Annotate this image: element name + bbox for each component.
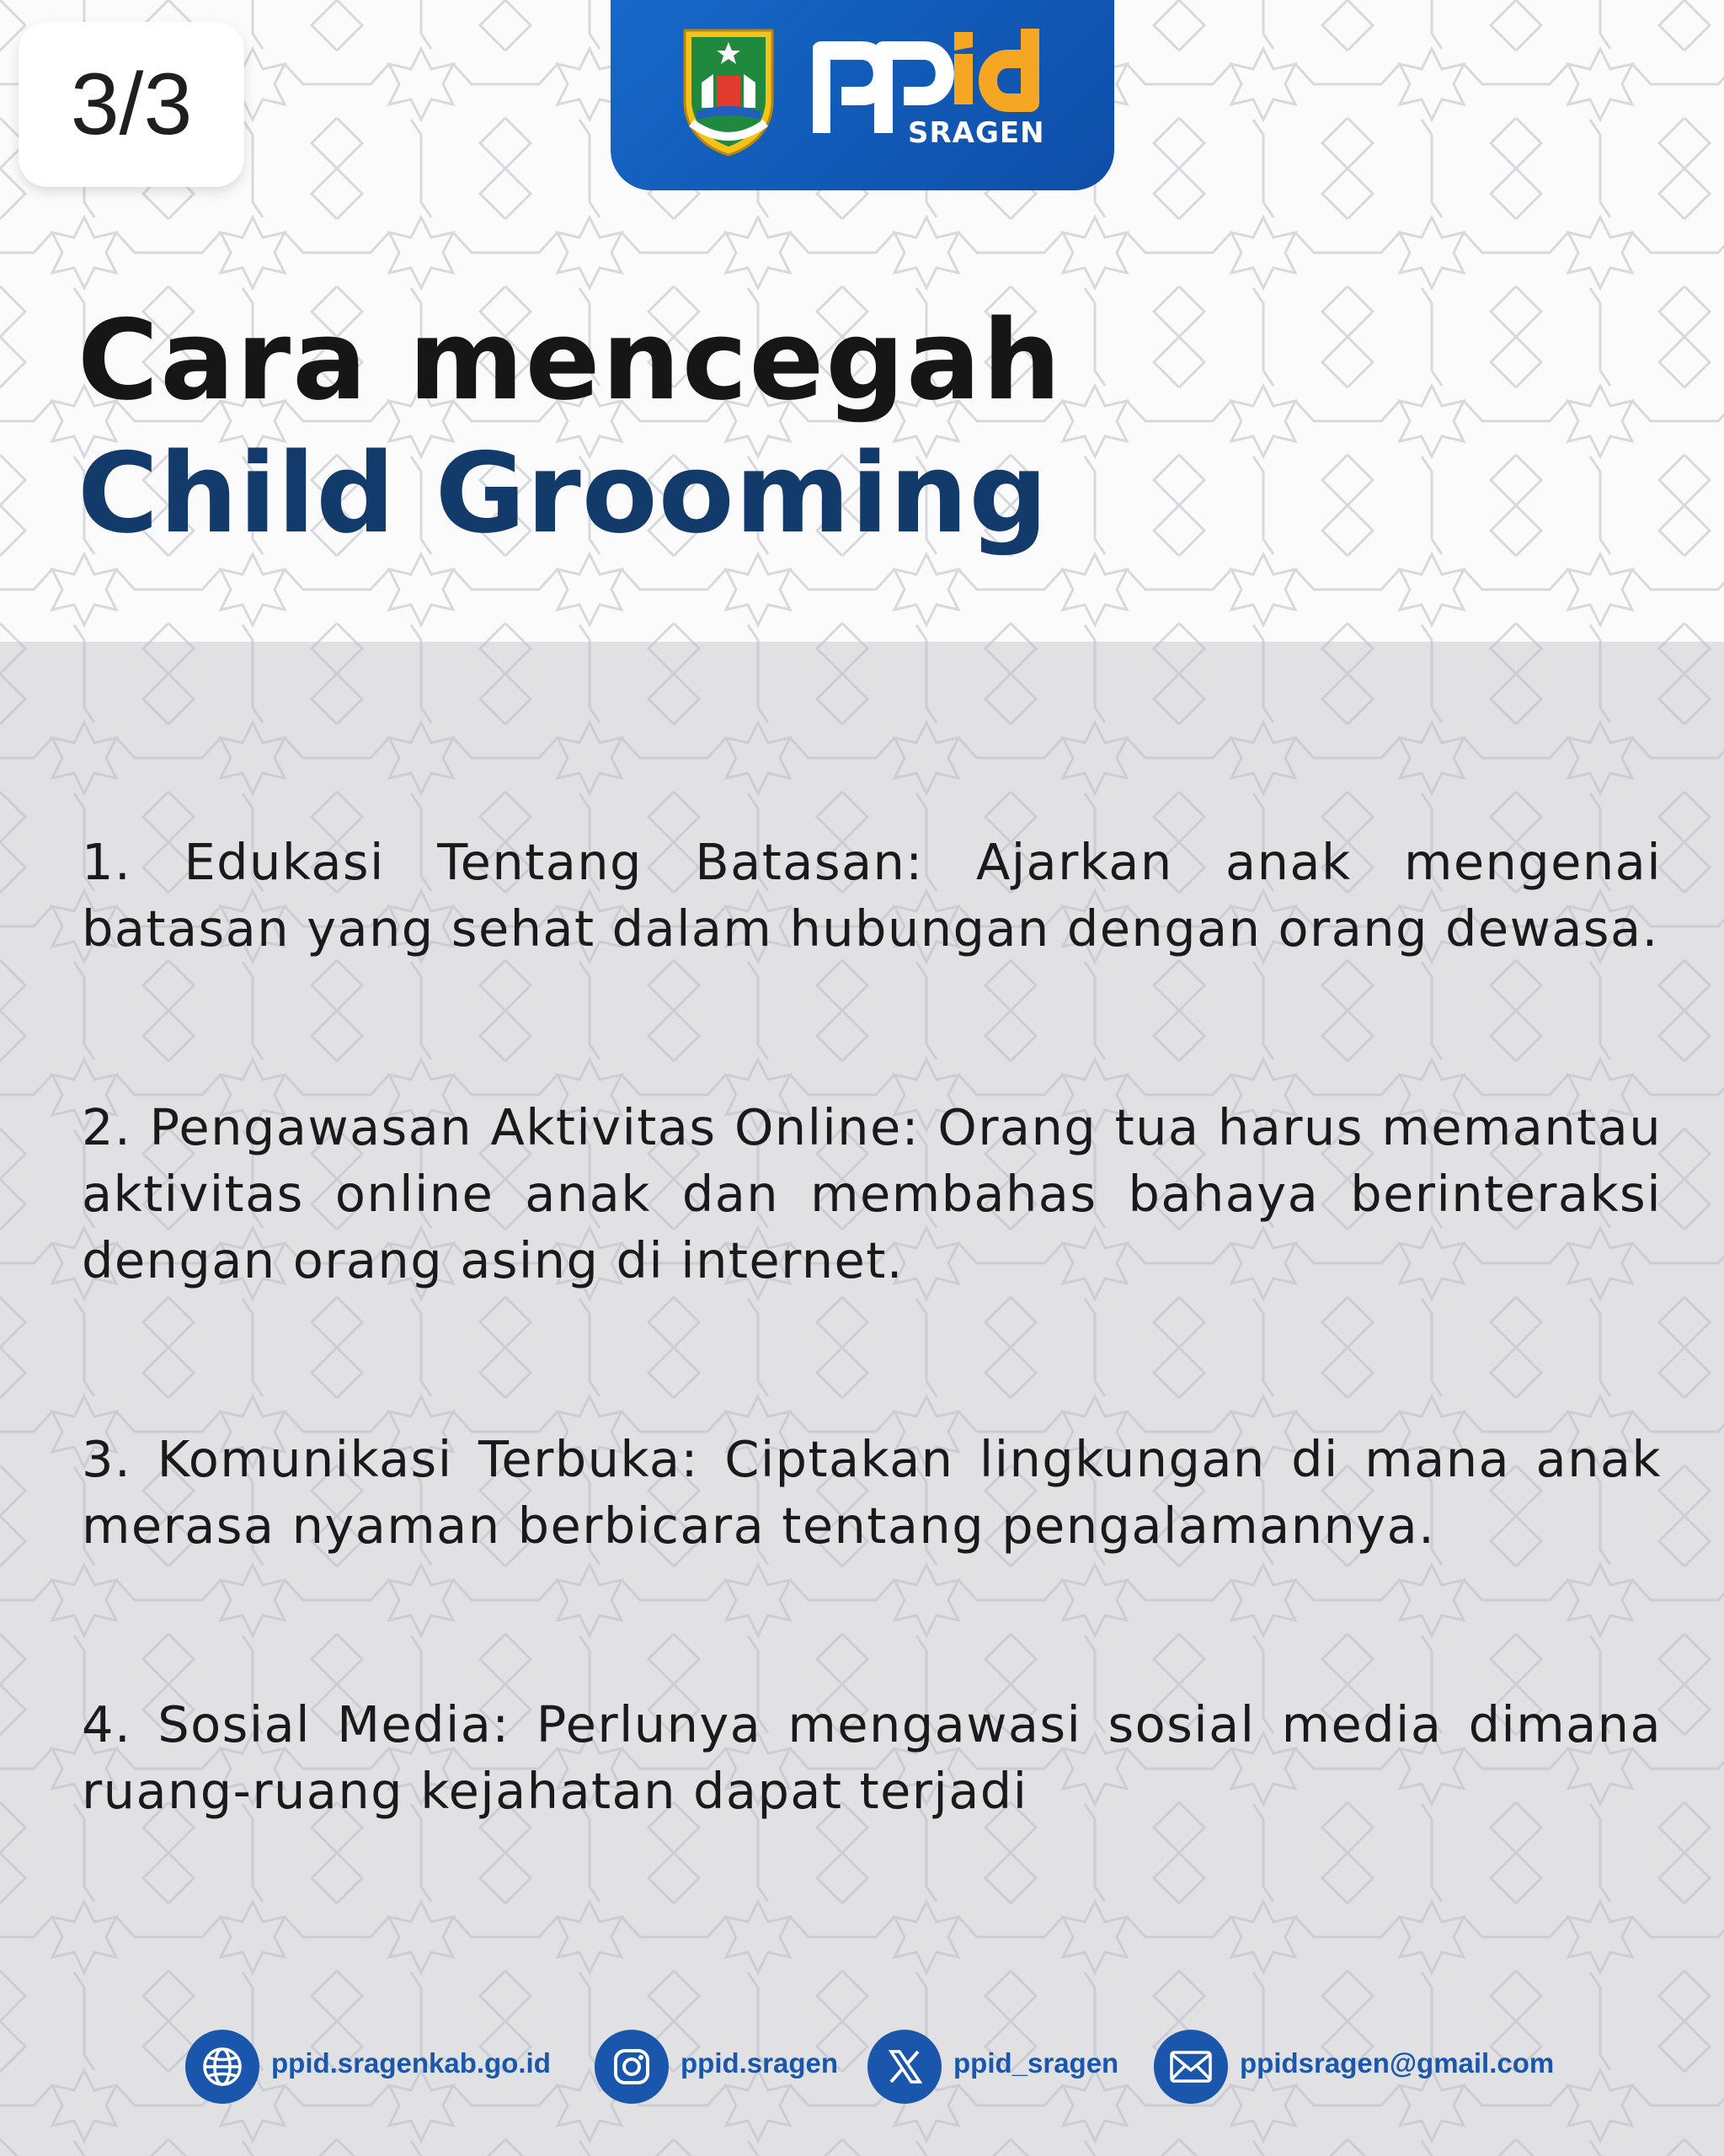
instagram-icon [595, 2030, 669, 2104]
list-item: 2. Pengawasan Aktivitas Online: Orang tua harus memantau aktivitas online anak dan membahas bahaya berinteraksi dengan orang asing di internet. [82, 1098, 1662, 1289]
mail-icon [1154, 2030, 1228, 2104]
footer-x[interactable] [867, 2028, 1118, 2105]
list-item: 3. Komunikasi Terbuka: Ciptakan lingkungan di mana anak merasa nyaman berbicara tentang pengalamannya. [82, 1430, 1662, 1555]
instagram-label: ppid.sragen [681, 2047, 839, 2079]
x-label: ppid_sragen [953, 2047, 1119, 2079]
sragen-crest-icon [676, 24, 781, 158]
page-counter: 3/3 [19, 22, 244, 187]
list-item: 1. Edukasi Tentang Batasan: Ajarkan anak mengenai batasan yang sehat dalam hubungan dengan orang dewasa. [82, 833, 1662, 958]
x-icon [867, 2030, 942, 2104]
page-title-line1: Cara mencegah [77, 296, 1063, 424]
globe-icon [185, 2030, 259, 2104]
footer-website[interactable] [185, 2028, 551, 2105]
page-title-line2: Child Grooming [77, 429, 1049, 558]
website-label: ppid.sragenkab.go.id [271, 2047, 551, 2079]
ppid-logo-banner [611, 0, 1114, 190]
email-label: ppidsragen@gmail.com [1240, 2047, 1555, 2079]
prevention-list [82, 829, 1662, 1824]
footer-instagram[interactable] [595, 2028, 838, 2105]
footer-email[interactable] [1154, 2028, 1554, 2105]
logo-region-label: SRAGEN [908, 116, 1045, 150]
list-item: 4. Sosial Media: Perlunya mengawasi sosial media dimana ruang-ruang kejahatan dapat terjadi [82, 1695, 1662, 1820]
